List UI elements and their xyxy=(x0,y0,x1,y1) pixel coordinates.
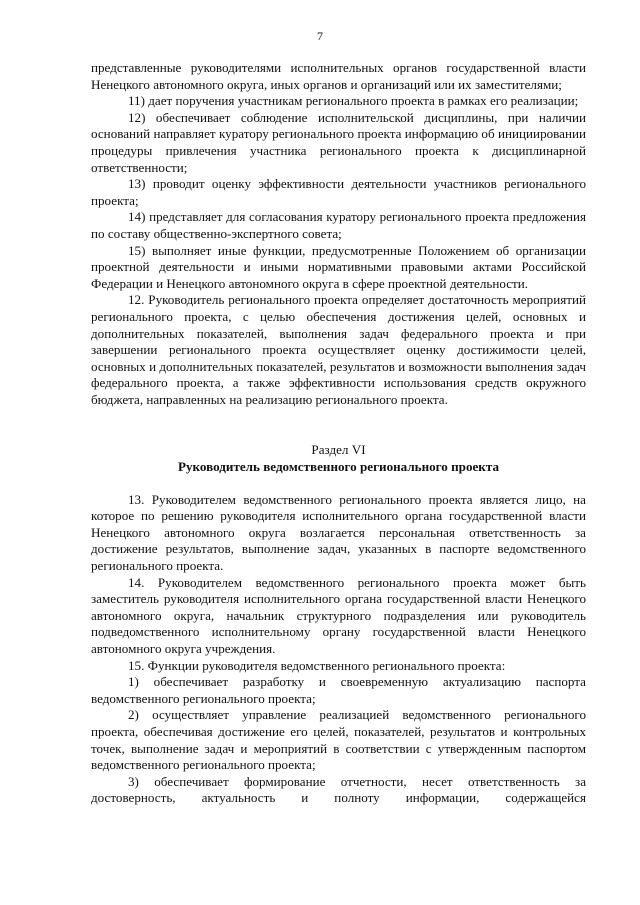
function-item-2: 2) осуществляет управление реализацией ведомственного регионального проекта, обеспечивая достижение его целей, показателей, результатов и контрольных точек, выполнение задач и мероприятий в соответствии с утвержденным паспортом ведомственного регионального проекта; xyxy=(91,707,586,773)
clause-12: 12. Руководитель регионального проекта определяет достаточность мероприятий регионального проекта, с целью обеспечения достижения целей, основных и дополнительных показателей, выполнения задач федерального проекта и при завершении регионального проекта осуществляет оценку достижимости целей, основных и дополнительных показателей, результатов и возможности выполнения задач федерального проекта, а также эффективности использования средств окружного бюджета, направленных на реализацию регионального проекта. xyxy=(91,292,586,407)
list-item-12: 12) обеспечивает соблюдение исполнительской дисциплины, при наличии оснований направляет куратору регионального проекта информацию об инициировании процедуры привлечения участника регионального проекта к дисциплинарной ответственности; xyxy=(91,109,586,175)
section-label: Раздел VI xyxy=(311,442,366,458)
function-item-1: 1) обеспечивает разработку и своевременную актуализацию паспорта ведомственного регионального проекта; xyxy=(91,674,586,706)
list-item-13: 13) проводит оценку эффективности деятельности участников регионального проекта; xyxy=(91,176,586,208)
clause-13: 13. Руководителем ведомственного регионального проекта является лицо, на которое по решению руководителя исполнительного органа государственной власти Ненецкого автономного округа возлагается персональная ответственность за достижение результатов, выполнение задач, указанных в паспорте ведомственного регионального проекта. xyxy=(91,491,586,574)
document-body xyxy=(91,60,586,807)
page-number: 7 xyxy=(317,29,323,43)
clause-14: 14. Руководителем ведомственного регионального проекта может быть заместитель руководителя исполнительного органа государственной власти Ненецкого автономного округа, начальник структурного подразделения или руководитель подведомственного исполнительному органу государственной власти Ненецкого автономного округа учреждения. xyxy=(91,574,586,656)
clause-15: 15. Функции руководителя ведомственного регионального проекта: xyxy=(128,657,506,673)
list-item-14: 14) представляет для согласования куратору регионального проекта предложения по составу общественно-экспертного совета; xyxy=(91,209,586,241)
paragraph-continuation: представленные руководителями исполнительных органов государственной власти Ненецкого автономного округа, иных органов и организаций или их заместителями; xyxy=(91,60,586,92)
function-item-3: 3) обеспечивает формирование отчетности, несет ответственность за достоверность, актуальность и полноту информации, содержащейся xyxy=(91,773,586,806)
section-title: Руководитель ведомственного регионального проекта xyxy=(177,459,499,475)
list-item-15: 15) выполняет иные функции, предусмотренные Положением об организации проектной деятельности и иными нормативными правовыми актами Российской Федерации и Ненецкого автономного округа в сфере проектной деятельности. xyxy=(91,242,586,291)
list-item-11: 11) дает поручения участникам регионального проекта в рамках его реализации; xyxy=(128,93,579,109)
